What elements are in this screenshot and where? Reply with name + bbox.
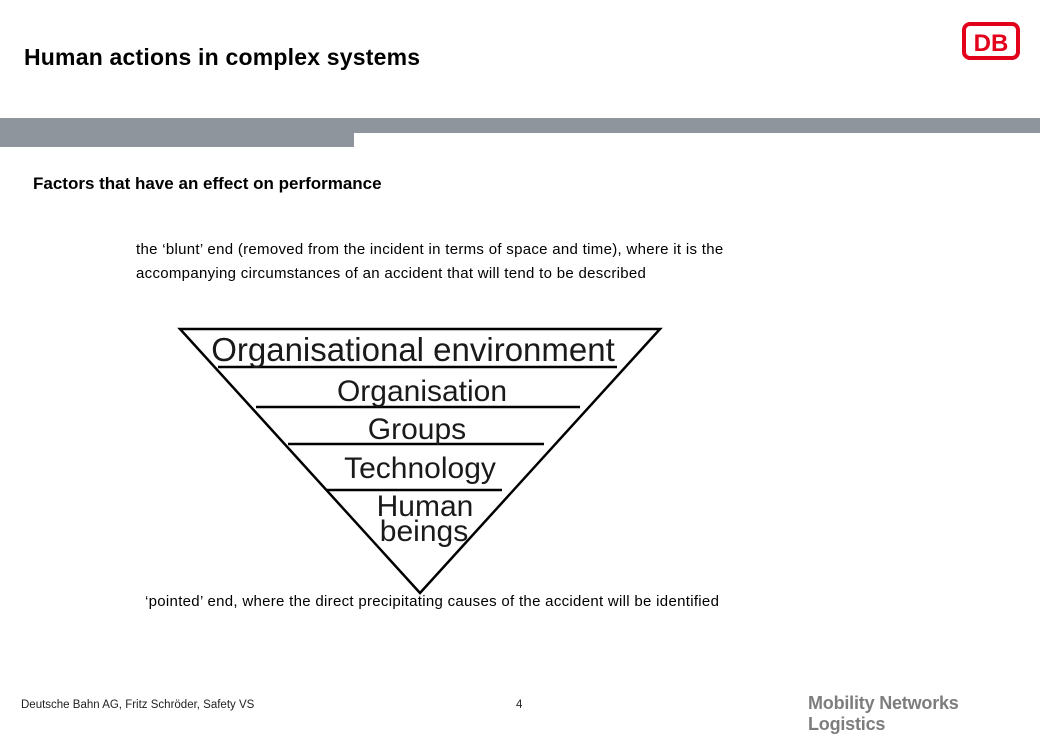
layer-label-organisation: Organisation [336,375,508,408]
layer-label-groups: Groups [367,413,467,446]
brand-tagline: Mobility Networks Logistics [808,693,959,734]
layer-label-technology: Technology [344,452,496,485]
logo-text: DB [973,30,1009,57]
layer-label-beings: beings [379,515,469,548]
section-subtitle: Factors that have an effect on performance [33,174,382,193]
page-number: 4 [516,699,523,711]
footer-credit: Deutsche Bahn AG, Fritz Schröder, Safety VS [21,699,255,711]
pointed-end-description: ‘pointed’ end, where the direct precipitating causes of the accident will be identified [145,593,720,610]
layer-label-human: Human [376,490,474,523]
page-title: Human actions in complex systems [24,44,421,70]
blunt-end-description: the ‘blunt’ end (removed from the incident in terms of space and time), where it is the accompanying circumstances of an accident that will tend to be described [136,241,724,282]
layer-label-organisational-environment: Organisational environment [211,331,615,368]
